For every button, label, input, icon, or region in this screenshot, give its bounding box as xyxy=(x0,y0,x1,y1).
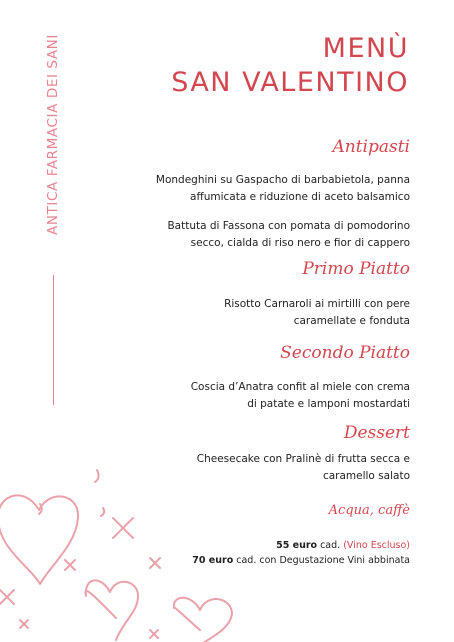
menu-item xyxy=(191,379,410,413)
title-line-1: MENÙ xyxy=(322,33,409,64)
price-amount: 55 euro xyxy=(276,540,318,551)
title-line-2: SAN VALENTINO xyxy=(171,67,409,98)
price-suffix: cad. xyxy=(317,540,344,551)
price-suffix: cad. con Degustazione Vini abbinata xyxy=(233,555,410,566)
menu-item xyxy=(224,296,410,330)
cross-icon xyxy=(113,518,133,538)
price-note: (Vino Escluso) xyxy=(343,540,410,551)
heart-icon xyxy=(174,598,232,642)
menu-item-line: caramellate e fonduta xyxy=(293,315,410,327)
price-line-1 xyxy=(276,538,410,554)
cross-icon xyxy=(150,558,160,568)
menu-item xyxy=(197,451,410,485)
menu-item xyxy=(156,172,410,206)
section-title-secondo: Secondo Piatto xyxy=(280,343,410,363)
menu-item-line: di patate e lamponi mostardati xyxy=(247,398,410,410)
section-title-primo: Primo Piatto xyxy=(302,259,410,279)
heart-icon xyxy=(85,580,138,640)
menu-item-line: secco, cialda di riso nero e fior di cappero xyxy=(190,237,410,249)
page-title xyxy=(171,32,409,100)
menu-item-line: Battuta di Fassona con pomata di pomodorino xyxy=(167,220,410,232)
menu-item xyxy=(167,218,410,252)
price-amount: 70 euro xyxy=(192,555,234,566)
section-title-antipasti: Antipasti xyxy=(332,137,410,157)
section-title-dessert: Dessert xyxy=(343,423,410,443)
heart-icon xyxy=(0,495,78,584)
menu-item-line: Mondeghini su Gaspacho di barbabietola, panna xyxy=(155,174,410,186)
cross-icon xyxy=(150,630,158,638)
brand-vertical-text: ANTICA FARMACIA DEI SANI xyxy=(45,34,61,235)
menu-item-line: Risotto Carnaroli ai mirtilli con pere xyxy=(224,298,410,310)
price-line-2 xyxy=(192,553,410,569)
menu-item-line: Coscia d’Anatra confit al miele con crema xyxy=(190,381,410,393)
vertical-divider xyxy=(53,275,54,405)
sparkle-icon xyxy=(95,470,99,482)
sparkle-icon xyxy=(101,508,104,516)
menu-item-line: Cheesecake con Pralinè di frutta secca e xyxy=(196,453,410,465)
cross-icon xyxy=(0,590,14,604)
section-title-acqua: Acqua, caffè xyxy=(328,503,410,518)
menu-item-line: caramello salato xyxy=(322,470,410,482)
menu-item-line: affumicata e riduzione di aceto balsamico xyxy=(190,191,410,203)
cross-icon xyxy=(65,560,75,570)
cross-icon xyxy=(20,620,28,628)
